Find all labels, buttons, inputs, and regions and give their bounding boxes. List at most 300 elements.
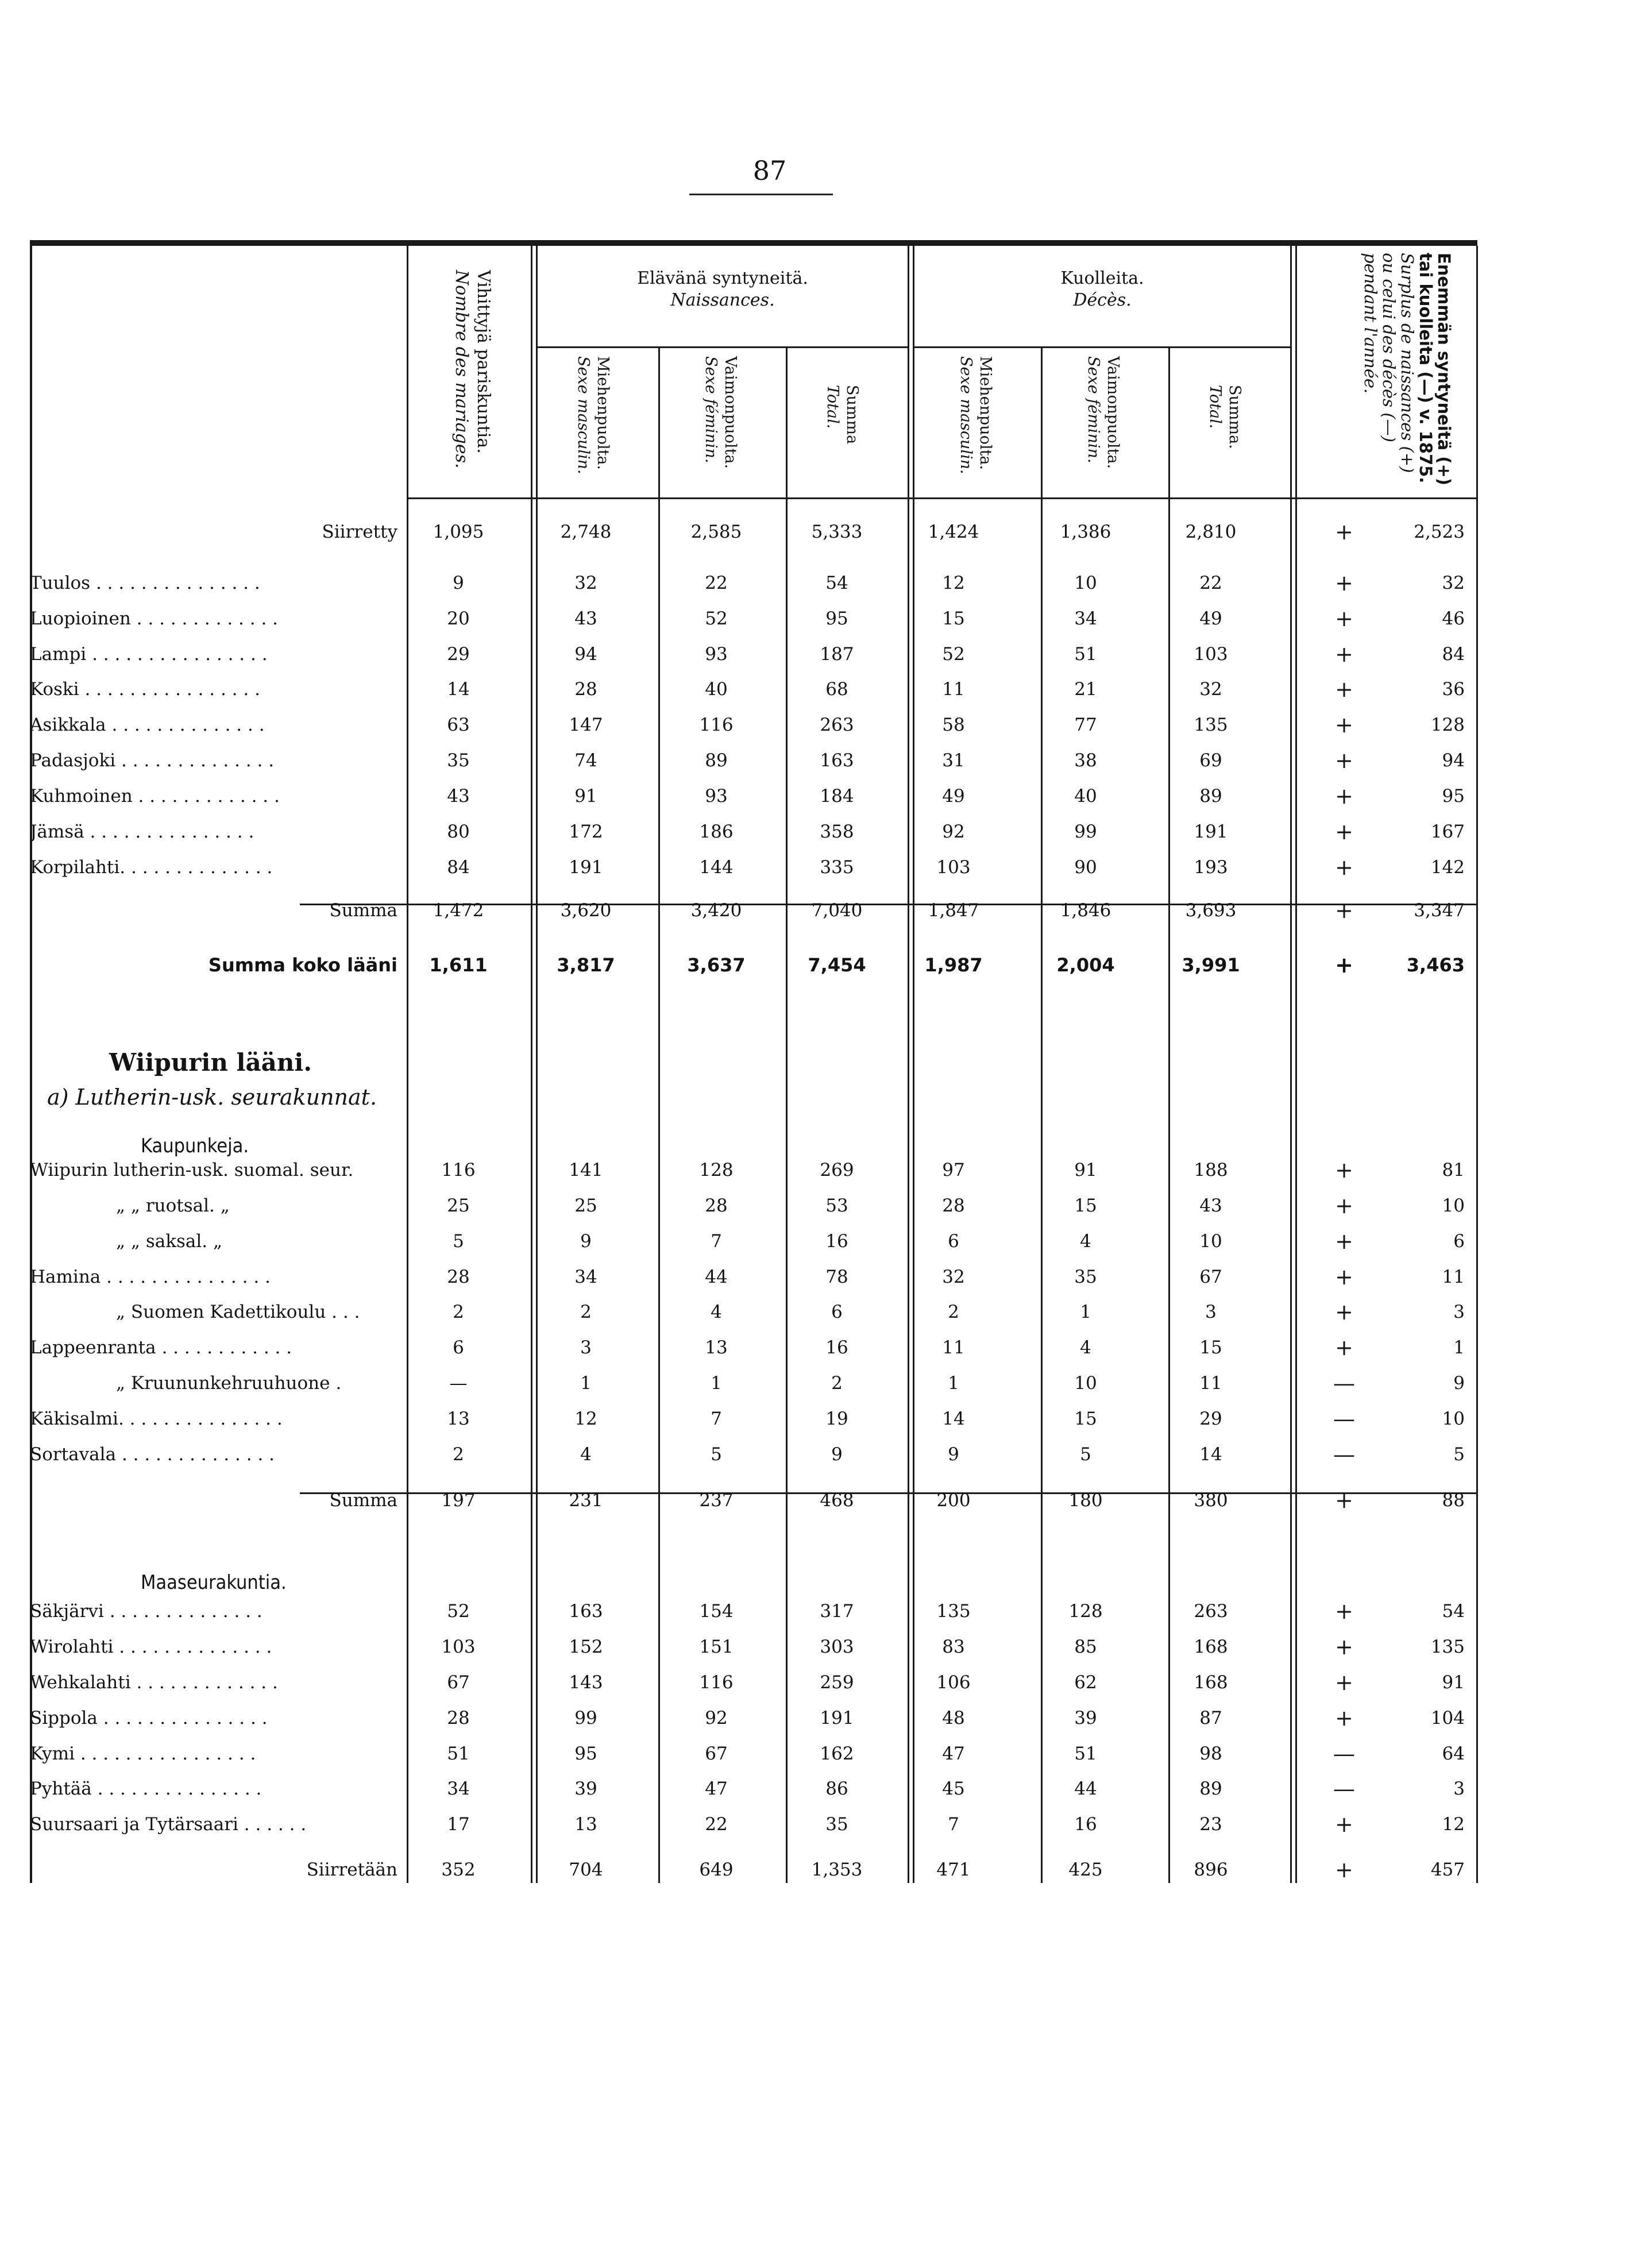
row-sign: + bbox=[1335, 1229, 1353, 1254]
table-row bbox=[30, 1366, 1477, 1400]
row-value: 22 bbox=[705, 1814, 728, 1835]
row-label: Kymi . . . . . . . . . . . . . . . . bbox=[30, 1743, 256, 1764]
row-value: 45 bbox=[942, 1778, 965, 1799]
table-row bbox=[30, 708, 1477, 742]
row-value: 263 bbox=[820, 715, 854, 735]
row-value: 317 bbox=[820, 1601, 854, 1622]
row-value: 15 bbox=[1074, 1195, 1097, 1216]
row-label: Summa bbox=[329, 1490, 397, 1511]
row-value: 1,472 bbox=[433, 900, 484, 921]
row-sign: + bbox=[1335, 606, 1353, 631]
row-value: 3,817 bbox=[557, 954, 615, 976]
row-value: 380 bbox=[1194, 1490, 1228, 1511]
row-diff: 95 bbox=[1442, 786, 1465, 806]
row-value: 68 bbox=[825, 679, 848, 700]
row-value: 58 bbox=[942, 715, 965, 735]
row-value: 16 bbox=[825, 1231, 848, 1252]
row-value: 188 bbox=[1194, 1160, 1228, 1180]
row-value: 191 bbox=[820, 1708, 854, 1728]
row-value: 103 bbox=[1194, 644, 1228, 665]
row-value: 13 bbox=[447, 1409, 470, 1429]
row-value: 43 bbox=[1199, 1195, 1222, 1216]
row-value: 67 bbox=[1199, 1267, 1222, 1287]
table-row bbox=[30, 1437, 1477, 1472]
row-diff: 6 bbox=[1453, 1231, 1465, 1252]
row-sign: + bbox=[1335, 855, 1353, 880]
row-value: 34 bbox=[447, 1778, 470, 1799]
row-label: Summa koko lääni bbox=[208, 954, 397, 976]
row-value: 11 bbox=[1199, 1373, 1222, 1394]
table-row bbox=[30, 1701, 1477, 1735]
row-value: 15 bbox=[1199, 1337, 1222, 1358]
row-sign: + bbox=[1335, 952, 1353, 978]
section-rural: Maaseurakuntia. bbox=[141, 1571, 287, 1594]
row-value: 14 bbox=[1199, 1444, 1222, 1465]
table-row bbox=[30, 1665, 1477, 1700]
table-row bbox=[30, 1772, 1477, 1806]
row-value: 163 bbox=[569, 1601, 603, 1622]
row-value: 3 bbox=[1205, 1302, 1217, 1322]
row-value: 3,420 bbox=[690, 900, 742, 921]
row-diff: 2,523 bbox=[1414, 522, 1465, 542]
row-value: 468 bbox=[820, 1490, 854, 1511]
row-sign: — bbox=[1333, 1371, 1355, 1396]
row-value: 197 bbox=[441, 1490, 476, 1511]
row-value: 44 bbox=[1074, 1778, 1097, 1799]
row-value: 1,611 bbox=[429, 954, 488, 976]
row-value: — bbox=[449, 1373, 468, 1394]
row-value: 184 bbox=[820, 786, 854, 806]
row-diff: 3 bbox=[1453, 1302, 1465, 1322]
row-value: 38 bbox=[1074, 750, 1097, 771]
table-row bbox=[30, 1737, 1477, 1771]
row-value: 2 bbox=[948, 1302, 959, 1322]
row-value: 259 bbox=[820, 1672, 854, 1693]
table-row bbox=[30, 1295, 1477, 1329]
row-value: 10 bbox=[1074, 573, 1097, 593]
row-value: 191 bbox=[569, 857, 603, 878]
row-value: 32 bbox=[1199, 679, 1222, 700]
row-sign: + bbox=[1335, 1299, 1353, 1325]
row-value: 53 bbox=[825, 1195, 848, 1216]
row-value: 152 bbox=[569, 1637, 603, 1657]
table-row bbox=[30, 1153, 1477, 1187]
row-label: Sortavala . . . . . . . . . . . . . . bbox=[30, 1444, 275, 1465]
row-value: 19 bbox=[825, 1409, 848, 1429]
row-value: 147 bbox=[569, 715, 603, 735]
row-value: 13 bbox=[574, 1814, 597, 1835]
births-group-title: Elävänä syntyneitä. Naissances. bbox=[637, 268, 808, 310]
row-value: 2,585 bbox=[690, 522, 742, 542]
row-value: 63 bbox=[447, 715, 470, 735]
row-value: 5 bbox=[711, 1444, 722, 1465]
row-value: 103 bbox=[441, 1637, 476, 1657]
row-diff: 128 bbox=[1430, 715, 1465, 735]
row-value: 358 bbox=[820, 821, 854, 842]
row-sign: + bbox=[1335, 1599, 1353, 1624]
row-value: 103 bbox=[936, 857, 971, 878]
row-sign: + bbox=[1335, 677, 1353, 702]
row-label: „ Suomen Kadettikoulu . . . bbox=[116, 1302, 360, 1322]
table-row bbox=[30, 1330, 1477, 1365]
row-label: Jämsä . . . . . . . . . . . . . . . bbox=[30, 821, 254, 842]
row-value: 90 bbox=[1074, 857, 1097, 878]
row-value: 22 bbox=[1199, 573, 1222, 593]
row-value: 28 bbox=[705, 1195, 728, 1216]
row-value: 83 bbox=[942, 1637, 965, 1657]
row-value: 52 bbox=[447, 1601, 470, 1622]
row-sign: + bbox=[1335, 1634, 1353, 1660]
row-value: 35 bbox=[447, 750, 470, 771]
row-value: 269 bbox=[820, 1160, 854, 1180]
table-row bbox=[30, 893, 1477, 928]
row-value: 32 bbox=[942, 1267, 965, 1287]
row-value: 1 bbox=[948, 1373, 959, 1394]
row-diff: 457 bbox=[1430, 1859, 1465, 1880]
row-sign: + bbox=[1335, 819, 1353, 844]
row-value: 28 bbox=[447, 1267, 470, 1287]
row-value: 22 bbox=[705, 573, 728, 593]
row-value: 116 bbox=[441, 1160, 476, 1180]
row-value: 51 bbox=[1074, 644, 1097, 665]
row-value: 154 bbox=[699, 1601, 734, 1622]
row-value: 180 bbox=[1068, 1490, 1103, 1511]
row-value: 78 bbox=[825, 1267, 848, 1287]
row-value: 43 bbox=[447, 786, 470, 806]
row-sign: + bbox=[1335, 642, 1353, 667]
row-value: 40 bbox=[705, 679, 728, 700]
row-value: 25 bbox=[574, 1195, 597, 1216]
row-value: 263 bbox=[1194, 1601, 1228, 1622]
table-row bbox=[30, 850, 1477, 885]
table-row bbox=[30, 1260, 1477, 1294]
row-sign: + bbox=[1335, 784, 1353, 809]
row-diff: 9 bbox=[1453, 1373, 1465, 1394]
row-value: 9 bbox=[580, 1231, 592, 1252]
table-row bbox=[30, 779, 1477, 813]
row-value: 21 bbox=[1074, 679, 1097, 700]
row-value: 1,424 bbox=[928, 522, 979, 542]
row-sign: + bbox=[1335, 1705, 1353, 1731]
row-value: 4 bbox=[580, 1444, 592, 1465]
row-value: 4 bbox=[1080, 1337, 1091, 1358]
row-value: 186 bbox=[699, 821, 734, 842]
row-value: 143 bbox=[569, 1672, 603, 1693]
row-value: 12 bbox=[942, 573, 965, 593]
row-diff: 91 bbox=[1442, 1672, 1465, 1693]
row-value: 193 bbox=[1194, 857, 1228, 878]
row-label: Summa bbox=[329, 900, 397, 921]
row-value: 74 bbox=[574, 750, 597, 771]
row-value: 116 bbox=[699, 715, 734, 735]
row-value: 25 bbox=[447, 1195, 470, 1216]
deaths-group-rule bbox=[914, 346, 1290, 348]
row-value: 43 bbox=[574, 608, 597, 629]
row-value: 144 bbox=[699, 857, 734, 878]
row-value: 16 bbox=[1074, 1814, 1097, 1835]
row-value: 141 bbox=[569, 1160, 603, 1180]
row-value: 5,333 bbox=[811, 522, 863, 542]
row-value: 128 bbox=[699, 1160, 734, 1180]
row-value: 77 bbox=[1074, 715, 1097, 735]
table-row bbox=[30, 1224, 1477, 1259]
row-value: 99 bbox=[1074, 821, 1097, 842]
row-diff: 88 bbox=[1442, 1490, 1465, 1511]
row-value: 3 bbox=[580, 1337, 592, 1358]
row-value: 1 bbox=[580, 1373, 592, 1394]
row-value: 1,846 bbox=[1060, 900, 1111, 921]
row-label: Pyhtää . . . . . . . . . . . . . . . bbox=[30, 1778, 262, 1799]
row-sign: — bbox=[1333, 1406, 1355, 1431]
row-value: 10 bbox=[1074, 1373, 1097, 1394]
row-label: Käkisalmi. . . . . . . . . . . . . . . bbox=[30, 1409, 283, 1429]
row-value: 7,454 bbox=[808, 954, 866, 976]
deaths-group-title: Kuolleita. Décès. bbox=[1060, 268, 1144, 310]
row-sign: + bbox=[1335, 519, 1353, 545]
table-row bbox=[30, 1402, 1477, 1436]
row-sign: + bbox=[1335, 1193, 1353, 1218]
row-value: 28 bbox=[574, 679, 597, 700]
row-label: Säkjärvi . . . . . . . . . . . . . . bbox=[30, 1601, 263, 1622]
row-value: 89 bbox=[1199, 786, 1222, 806]
row-diff: 81 bbox=[1442, 1160, 1465, 1180]
row-value: 172 bbox=[569, 821, 603, 842]
row-value: 106 bbox=[936, 1672, 971, 1693]
row-diff: 36 bbox=[1442, 679, 1465, 700]
row-value: 35 bbox=[1074, 1267, 1097, 1287]
table-row bbox=[30, 1630, 1477, 1664]
row-label: Wehkalahti . . . . . . . . . . . . . bbox=[30, 1672, 278, 1693]
row-value: 7 bbox=[711, 1231, 722, 1252]
row-label: Wirolahti . . . . . . . . . . . . . . bbox=[30, 1637, 272, 1657]
row-value: 200 bbox=[936, 1490, 971, 1511]
row-value: 44 bbox=[705, 1267, 728, 1287]
row-value: 16 bbox=[825, 1337, 848, 1358]
row-value: 10 bbox=[1199, 1231, 1222, 1252]
row-diff: 10 bbox=[1442, 1409, 1465, 1429]
row-value: 92 bbox=[942, 821, 965, 842]
row-value: 231 bbox=[569, 1490, 603, 1511]
row-value: 5 bbox=[453, 1231, 464, 1252]
row-value: 163 bbox=[820, 750, 854, 771]
row-value: 85 bbox=[1074, 1637, 1097, 1657]
row-label: „ Kruununkehruuhuone . bbox=[116, 1373, 342, 1394]
row-value: 95 bbox=[825, 608, 848, 629]
table-row bbox=[30, 601, 1477, 636]
row-value: 49 bbox=[942, 786, 965, 806]
row-sign: + bbox=[1335, 1857, 1353, 1882]
table-row bbox=[30, 1853, 1477, 1887]
row-value: 2 bbox=[453, 1444, 464, 1465]
row-value: 20 bbox=[447, 608, 470, 629]
row-value: 29 bbox=[1199, 1409, 1222, 1429]
row-value: 4 bbox=[711, 1302, 722, 1322]
row-label: Luopioinen . . . . . . . . . . . . . bbox=[30, 608, 279, 629]
row-value: 14 bbox=[447, 679, 470, 700]
row-value: 95 bbox=[574, 1743, 597, 1764]
row-value: 11 bbox=[942, 679, 965, 700]
row-value: 7 bbox=[948, 1814, 959, 1835]
row-diff: 94 bbox=[1442, 750, 1465, 771]
table-row bbox=[30, 672, 1477, 707]
row-sign: + bbox=[1335, 1264, 1353, 1290]
row-value: 4 bbox=[1080, 1231, 1091, 1252]
row-value: 39 bbox=[1074, 1708, 1097, 1728]
row-sign: + bbox=[1335, 898, 1353, 923]
row-sign: + bbox=[1335, 712, 1353, 738]
row-value: 97 bbox=[942, 1160, 965, 1180]
row-value: 649 bbox=[699, 1859, 734, 1880]
row-value: 94 bbox=[574, 644, 597, 665]
row-value: 49 bbox=[1199, 608, 1222, 629]
row-value: 6 bbox=[948, 1231, 959, 1252]
page-number: 87 bbox=[752, 155, 787, 186]
row-value: 34 bbox=[574, 1267, 597, 1287]
table-row bbox=[30, 1594, 1477, 1629]
row-value: 51 bbox=[1074, 1743, 1097, 1764]
row-value: 48 bbox=[942, 1708, 965, 1728]
row-value: 39 bbox=[574, 1778, 597, 1799]
row-label: Sippola . . . . . . . . . . . . . . . bbox=[30, 1708, 268, 1728]
row-value: 116 bbox=[699, 1672, 734, 1693]
row-value: 84 bbox=[447, 857, 470, 878]
row-value: 335 bbox=[820, 857, 854, 878]
row-diff: 104 bbox=[1430, 1708, 1465, 1728]
row-label: Hamina . . . . . . . . . . . . . . . bbox=[30, 1267, 271, 1287]
row-value: 86 bbox=[825, 1778, 848, 1799]
row-value: 896 bbox=[1194, 1859, 1228, 1880]
row-value: 168 bbox=[1194, 1637, 1228, 1657]
row-value: 135 bbox=[936, 1601, 971, 1622]
row-value: 28 bbox=[942, 1195, 965, 1216]
row-diff: 64 bbox=[1442, 1743, 1465, 1764]
row-sign: — bbox=[1333, 1442, 1355, 1467]
row-value: 3,637 bbox=[687, 954, 746, 976]
row-value: 9 bbox=[948, 1444, 959, 1465]
row-value: 17 bbox=[447, 1814, 470, 1835]
table-row bbox=[30, 566, 1477, 600]
section-towns: Kaupunkeja. bbox=[141, 1134, 249, 1157]
row-value: 34 bbox=[1074, 608, 1097, 629]
row-label: Padasjoki . . . . . . . . . . . . . . bbox=[30, 750, 275, 771]
row-value: 3,620 bbox=[560, 900, 612, 921]
row-diff: 3,347 bbox=[1414, 900, 1465, 921]
row-value: 98 bbox=[1199, 1743, 1222, 1764]
row-label: Lampi . . . . . . . . . . . . . . . . bbox=[30, 644, 268, 665]
table-row bbox=[30, 1483, 1477, 1518]
row-label: Asikkala . . . . . . . . . . . . . . bbox=[30, 715, 265, 735]
row-diff: 5 bbox=[1453, 1444, 1465, 1465]
row-sign: — bbox=[1333, 1776, 1355, 1801]
row-value: 135 bbox=[1194, 715, 1228, 735]
row-value: 1,386 bbox=[1060, 522, 1111, 542]
row-value: 128 bbox=[1068, 1601, 1103, 1622]
table-row bbox=[30, 1188, 1477, 1223]
row-value: 14 bbox=[942, 1409, 965, 1429]
table-top-rule bbox=[30, 240, 1477, 246]
row-value: 2 bbox=[831, 1373, 843, 1394]
row-sign: + bbox=[1335, 1157, 1353, 1183]
table-row bbox=[30, 1807, 1477, 1842]
row-value: 6 bbox=[831, 1302, 843, 1322]
row-value: 7 bbox=[711, 1409, 722, 1429]
row-value: 1 bbox=[1080, 1302, 1091, 1322]
row-value: 93 bbox=[705, 644, 728, 665]
row-diff: 54 bbox=[1442, 1601, 1465, 1622]
row-diff: 46 bbox=[1442, 608, 1465, 629]
row-label: Kuhmoinen . . . . . . . . . . . . . bbox=[30, 786, 280, 806]
row-diff: 1 bbox=[1453, 1337, 1465, 1358]
row-sign: + bbox=[1335, 1670, 1353, 1695]
row-value: 29 bbox=[447, 644, 470, 665]
row-value: 89 bbox=[1199, 1778, 1222, 1799]
row-value: 67 bbox=[705, 1743, 728, 1764]
row-value: 23 bbox=[1199, 1814, 1222, 1835]
row-value: 40 bbox=[1074, 786, 1097, 806]
row-value: 52 bbox=[705, 608, 728, 629]
row-value: 52 bbox=[942, 644, 965, 665]
row-value: 5 bbox=[1080, 1444, 1091, 1465]
row-value: 67 bbox=[447, 1672, 470, 1693]
row-value: 1,847 bbox=[928, 900, 979, 921]
row-value: 6 bbox=[453, 1337, 464, 1358]
row-value: 32 bbox=[574, 573, 597, 593]
row-label: Korpilahti. . . . . . . . . . . . . . bbox=[30, 857, 273, 878]
row-value: 62 bbox=[1074, 1672, 1097, 1693]
row-value: 47 bbox=[942, 1743, 965, 1764]
table-row bbox=[30, 637, 1477, 672]
row-value: 425 bbox=[1068, 1859, 1103, 1880]
table-row bbox=[30, 948, 1477, 982]
row-value: 168 bbox=[1194, 1672, 1228, 1693]
row-value: 704 bbox=[569, 1859, 603, 1880]
row-value: 13 bbox=[705, 1337, 728, 1358]
row-sign: + bbox=[1335, 748, 1353, 773]
births-group-rule bbox=[538, 346, 908, 348]
row-value: 35 bbox=[825, 1814, 848, 1835]
row-value: 1,987 bbox=[924, 954, 983, 976]
row-value: 237 bbox=[699, 1490, 734, 1511]
row-value: 2,810 bbox=[1185, 522, 1237, 542]
row-label: Wiipurin lutherin-usk. suomal. seur. bbox=[30, 1160, 354, 1180]
row-value: 3,991 bbox=[1182, 954, 1240, 976]
row-value: 191 bbox=[1194, 821, 1228, 842]
row-value: 15 bbox=[942, 608, 965, 629]
row-value: 1,353 bbox=[811, 1859, 863, 1880]
row-value: 1 bbox=[711, 1373, 722, 1394]
row-value: 89 bbox=[705, 750, 728, 771]
row-value: 2 bbox=[580, 1302, 592, 1322]
row-value: 69 bbox=[1199, 750, 1222, 771]
row-diff: 3 bbox=[1453, 1778, 1465, 1799]
row-value: 91 bbox=[1074, 1160, 1097, 1180]
row-sign: + bbox=[1335, 570, 1353, 596]
row-value: 3,693 bbox=[1185, 900, 1237, 921]
row-value: 2 bbox=[453, 1302, 464, 1322]
table-row bbox=[30, 743, 1477, 778]
row-label: Siirretty bbox=[322, 522, 397, 542]
row-label: Tuulos . . . . . . . . . . . . . . . bbox=[30, 573, 260, 593]
row-sign: — bbox=[1333, 1741, 1355, 1766]
row-value: 12 bbox=[574, 1409, 597, 1429]
header-bottom-rule bbox=[407, 497, 1476, 499]
row-diff: 11 bbox=[1442, 1267, 1465, 1287]
row-value: 54 bbox=[825, 573, 848, 593]
row-value: 7,040 bbox=[811, 900, 863, 921]
row-diff: 12 bbox=[1442, 1814, 1465, 1835]
row-value: 9 bbox=[453, 573, 464, 593]
row-diff: 84 bbox=[1442, 644, 1465, 665]
